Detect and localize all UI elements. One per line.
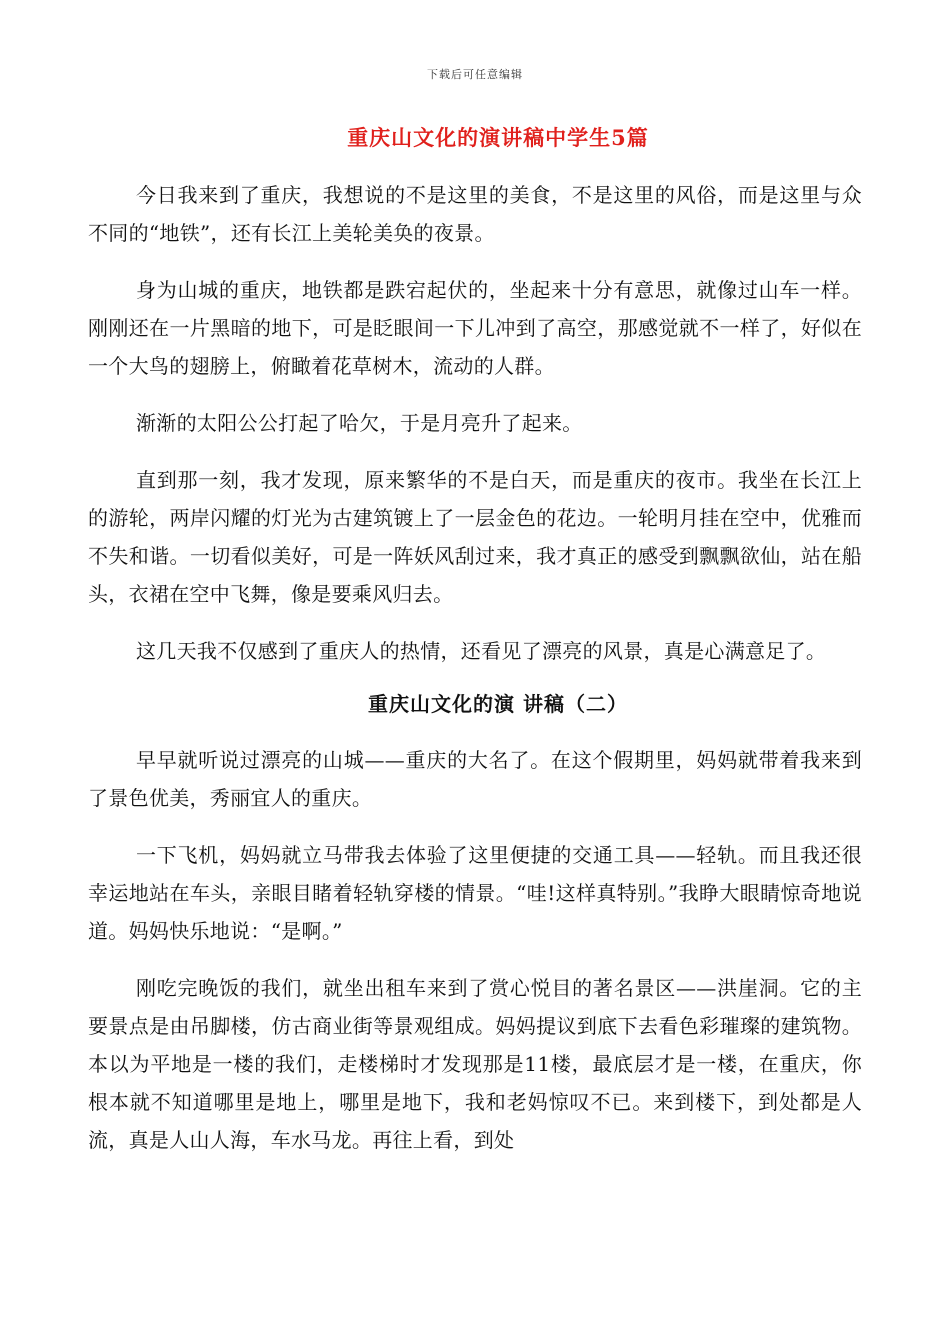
paragraph: 身为山城的重庆，地铁都是跌宕起伏的，坐起来十分有意思，就像过山车一样。刚刚还在一片黑暗的地下，可是眨眼间一下儿冲到了高空，那感觉就不一样了，好似在一个大鸟的翅膀上，俯瞰着花草树木，流动的人群。 (88, 278, 862, 378)
paragraph: 刚吃完晚饭的我们，就坐出租车来到了赏心悦目的著名景区——洪崖洞。它的主要景点是由吊脚楼，仿古商业街等景观组成。妈妈提议到底下去看色彩璀璨的建筑物。本以为平地是一楼的我们，走楼梯时才发现那是11楼，最底层才是一楼，在重庆，你根本就不知道哪里是地上，哪里是地下，我和老妈惊叹不已。来到楼下，到处都是人流，真是人山人海，车水马龙。再往上看，到处 (88, 976, 862, 1152)
section-title: 重庆山文化的演 讲稿（二） (368, 692, 628, 716)
paragraph: 这几天我不仅感到了重庆人的热情，还看见了漂亮的风景，真是心满意足了。 (136, 639, 827, 663)
paragraph: 今日我来到了重庆，我想说的不是这里的美食，不是这里的风俗，而是这里与众不同的“地铁”，还有长江上美轮美奂的夜景。 (88, 183, 862, 245)
document-title: 重庆山文化的演讲稿中学生5篇 (347, 125, 649, 150)
paragraph: 渐渐的太阳公公打起了哈欠，于是月亮升了起来。 (136, 411, 583, 435)
paragraph: 一下飞机，妈妈就立马带我去体验了这里便捷的交通工具——轻轨。而且我还很幸运地站在车头，亲眼目睹着轻轨穿楼的情景。“哇!这样真特别。”我睁大眼睛惊奇地说道。妈妈快乐地说：“是啊。” (88, 843, 862, 943)
paragraph: 直到那一刻，我才发现，原来繁华的不是白天，而是重庆的夜市。我坐在长江上的游轮，两岸闪耀的灯光为古建筑镀上了一层金色的花边。一轮明月挂在空中，优雅而不失和谐。一切看似美好，可是一阵妖风刮过来，我才真正的感受到飘飘欲仙，站在船头，衣裙在空中飞舞，像是要乘风归去。 (88, 468, 862, 606)
header-note: 下载后可任意编辑 (427, 68, 523, 81)
paragraph: 早早就听说过漂亮的山城——重庆的大名了。在这个假期里，妈妈就带着我来到了景色优美，秀丽宜人的重庆。 (88, 748, 862, 810)
document-body (88, 176, 862, 1178)
